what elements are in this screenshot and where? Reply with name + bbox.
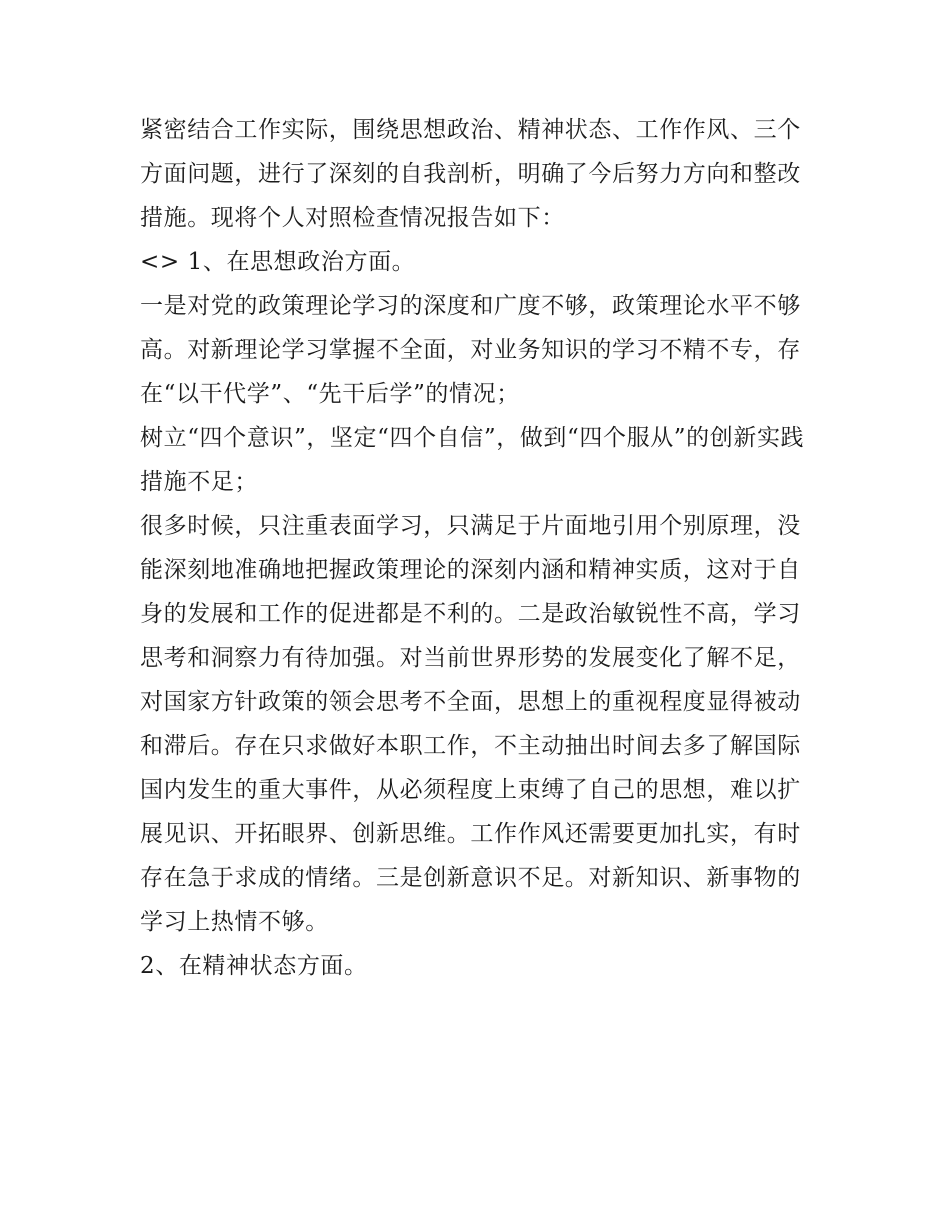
paragraph-four-consciousness: 树立“四个意识”，坚定“四个自信”，做到“四个服从”的创新实践措施不足；	[140, 425, 805, 495]
section-heading-spirit: 2、在精神状态方面。	[140, 953, 368, 979]
paragraph-theory-study: 一是对党的政策理论学习的深度和广度不够，政策理论水平不够高。对新理论学习掌握不全面，对业务知识的学习不精不专，存在“以干代学”、“先干后学”的情况；	[140, 293, 801, 407]
section-heading-political: <> 1、在思想政治方面。	[140, 249, 416, 275]
paragraph-intro: 紧密结合工作实际，围绕思想政治、精神状态、工作作风、三个方面问题，进行了深刻的自我剖析，明确了今后努力方向和整改措施。现将个人对照检查情况报告如下：	[140, 117, 801, 231]
paragraph-surface-learning: 很多时候，只注重表面学习，只满足于片面地引用个别原理，没能深刻地准确地把握政策理论的深刻内涵和精神实质，这对于自身的发展和工作的促进都是不利的。二是政治敏锐性不高，学习思考和洞察力有待加强。对当前世界形势的发展变化了解不足，对国家方针政策的领会思考不全面，思想上的重视程度显得被动和滞后。存在只求做好本职工作，不主动抽出时间去多了解国际国内发生的重大事件，从必须程度上束缚了自己的思想，难以扩展见识、开拓眼界、创新思维。工作作风还需要更加扎实，有时存在急于求成的情绪。三是创新意识不足。对新知识、新事物的学习上热情不够。	[140, 513, 801, 935]
document-body	[140, 108, 820, 988]
